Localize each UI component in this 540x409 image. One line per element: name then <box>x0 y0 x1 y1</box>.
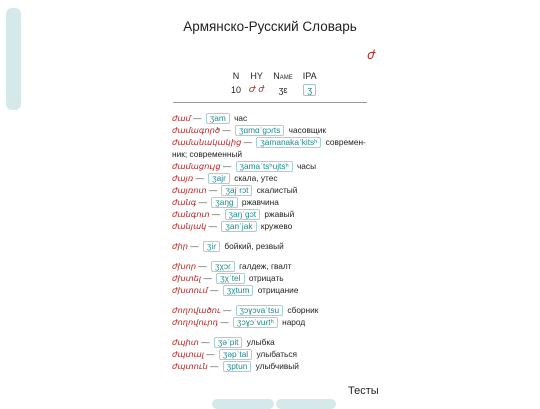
headword: ժամագործ <box>172 125 221 135</box>
word-entry[interactable] <box>172 184 377 196</box>
word-entry[interactable] <box>172 196 377 208</box>
headword: ժամացույց <box>172 161 221 171</box>
translation: часы <box>296 161 317 171</box>
translation: ржавчина <box>241 197 279 207</box>
headword: ժխտել <box>172 273 202 283</box>
translation: современ-ник; современный <box>172 137 366 159</box>
separator-dash: — <box>187 241 201 251</box>
separator-dash: — <box>193 173 207 183</box>
headword: ժողովուրդ <box>172 317 219 327</box>
separator-dash: — <box>220 161 234 171</box>
word-entry[interactable] <box>172 160 377 172</box>
translation: улыбаться <box>256 349 297 359</box>
translation: улыбка <box>246 337 275 347</box>
word-entry[interactable] <box>172 304 377 316</box>
translation: народ <box>282 317 306 327</box>
separator-dash: — <box>198 337 212 347</box>
cell-n: 10 <box>231 84 242 95</box>
headword: ժայռոտ <box>172 185 207 195</box>
col-header-ipa: IPA <box>302 71 317 81</box>
separator-dash: — <box>190 113 204 123</box>
word-entry[interactable] <box>172 124 377 136</box>
headword: ժողովածու <box>172 305 221 315</box>
headword: ժպտուն <box>172 361 208 371</box>
ipa-transcription: ʒptun <box>223 361 252 372</box>
word-entry[interactable] <box>172 172 377 184</box>
separator-dash: — <box>206 221 220 231</box>
translation: ржавый <box>264 209 295 219</box>
headword: ժանգ <box>172 197 197 207</box>
separator-dash: — <box>220 305 234 315</box>
translation: часовщик <box>288 125 326 135</box>
headword: ժիր <box>172 241 188 251</box>
word-group <box>172 304 377 328</box>
headword: ժանյակ <box>172 221 207 231</box>
separator-dash: — <box>196 197 210 207</box>
ipa-value: ʒ <box>303 84 316 96</box>
next-button[interactable] <box>276 399 336 409</box>
ipa-transcription: ʒɔɣɔvaˈtsu <box>236 305 284 316</box>
separator-dash: — <box>203 349 217 359</box>
word-entry[interactable] <box>172 240 377 252</box>
ipa-transcription: ʒajr <box>208 173 230 184</box>
separator-dash: — <box>207 361 221 371</box>
ipa-transcription: ʒanˈjak <box>221 221 256 232</box>
ipa-transcription: ʒiɾ <box>203 241 220 252</box>
headword: ժպտալ <box>172 349 204 359</box>
translation: галдеж, гвалт <box>239 261 292 271</box>
separator-dash: — <box>206 185 220 195</box>
divider <box>173 102 367 103</box>
col-header-hy: HY <box>250 71 263 81</box>
headword: ժխոր <box>172 261 197 271</box>
ipa-transcription: ʒəpˈtal <box>219 349 252 360</box>
translation: скала, утес <box>234 173 278 183</box>
word-group <box>172 240 377 252</box>
word-entry[interactable] <box>172 360 377 372</box>
translation: скалистый <box>256 185 298 195</box>
ipa-transcription: ʒχtum <box>223 285 254 296</box>
word-list <box>172 112 377 380</box>
cell-ipa <box>298 83 322 96</box>
page-title: Армянско-Русский Словарь <box>183 19 357 34</box>
word-group <box>172 336 377 372</box>
word-entry[interactable] <box>172 284 377 296</box>
ipa-transcription: ʒɑmɑˈgɔɾts <box>235 125 284 136</box>
col-header-n: N <box>232 71 240 81</box>
ipa-transcription: ʒamaˈtsʰujtsʰ <box>236 161 293 172</box>
ipa-transcription: ʒajˈrɔt <box>221 185 252 196</box>
current-letter: ժ <box>367 48 375 62</box>
headword: ժանգոտ <box>172 209 210 219</box>
separator-dash: — <box>209 209 223 219</box>
letter-info-table <box>227 69 322 96</box>
word-entry[interactable] <box>172 336 377 348</box>
ipa-transcription: ʒaŋg <box>211 197 237 208</box>
headword: ժայռ <box>172 173 194 183</box>
translation: час <box>234 113 248 123</box>
word-entry[interactable] <box>172 208 377 220</box>
word-entry[interactable] <box>172 136 377 160</box>
tests-link[interactable]: Тесты <box>348 385 379 397</box>
word-entry[interactable] <box>172 272 377 284</box>
separator-dash: — <box>220 125 233 135</box>
translation: улыбчивый <box>255 361 299 371</box>
ipa-transcription: ʒam <box>206 113 230 124</box>
headword: ժպիտ <box>172 337 199 347</box>
cell-hy: Ժ ժ <box>249 84 265 94</box>
ipa-transcription: ʒəˈpit <box>214 337 243 348</box>
word-group <box>172 260 377 296</box>
ipa-transcription: ʒaŋˈgɔt <box>225 209 261 220</box>
headword: ժամ <box>172 113 191 123</box>
headword: ժամանակակից <box>172 137 242 147</box>
separator-dash: — <box>196 261 210 271</box>
translation: отрицать <box>248 273 284 283</box>
separator-dash: — <box>218 317 232 327</box>
prev-button[interactable] <box>212 399 274 409</box>
word-entry[interactable] <box>172 260 377 272</box>
col-header-name: Name <box>273 71 293 81</box>
ipa-transcription: ʒɔɣɔˈvuɾtʰ <box>233 317 278 328</box>
word-entry[interactable] <box>172 112 377 124</box>
headword: ժխտում <box>172 285 208 295</box>
separator-dash: — <box>207 285 221 295</box>
word-entry[interactable] <box>172 220 377 232</box>
translation: отрицание <box>257 285 299 295</box>
translation: сборник <box>287 305 319 315</box>
ipa-transcription: ʒχɔɾ <box>211 261 235 272</box>
ipa-transcription: ʒamanakaˈkitsʰ <box>256 137 321 148</box>
translation: бойкий, резвый <box>224 241 284 251</box>
separator-dash: — <box>241 137 255 147</box>
cell-name: ʒɛ <box>278 84 288 95</box>
word-entry[interactable] <box>172 348 377 360</box>
separator-dash: — <box>201 273 215 283</box>
ipa-transcription: ʒχˈtel <box>216 273 244 284</box>
translation: кружево <box>260 221 293 231</box>
word-group <box>172 112 377 232</box>
word-entry[interactable] <box>172 316 377 328</box>
